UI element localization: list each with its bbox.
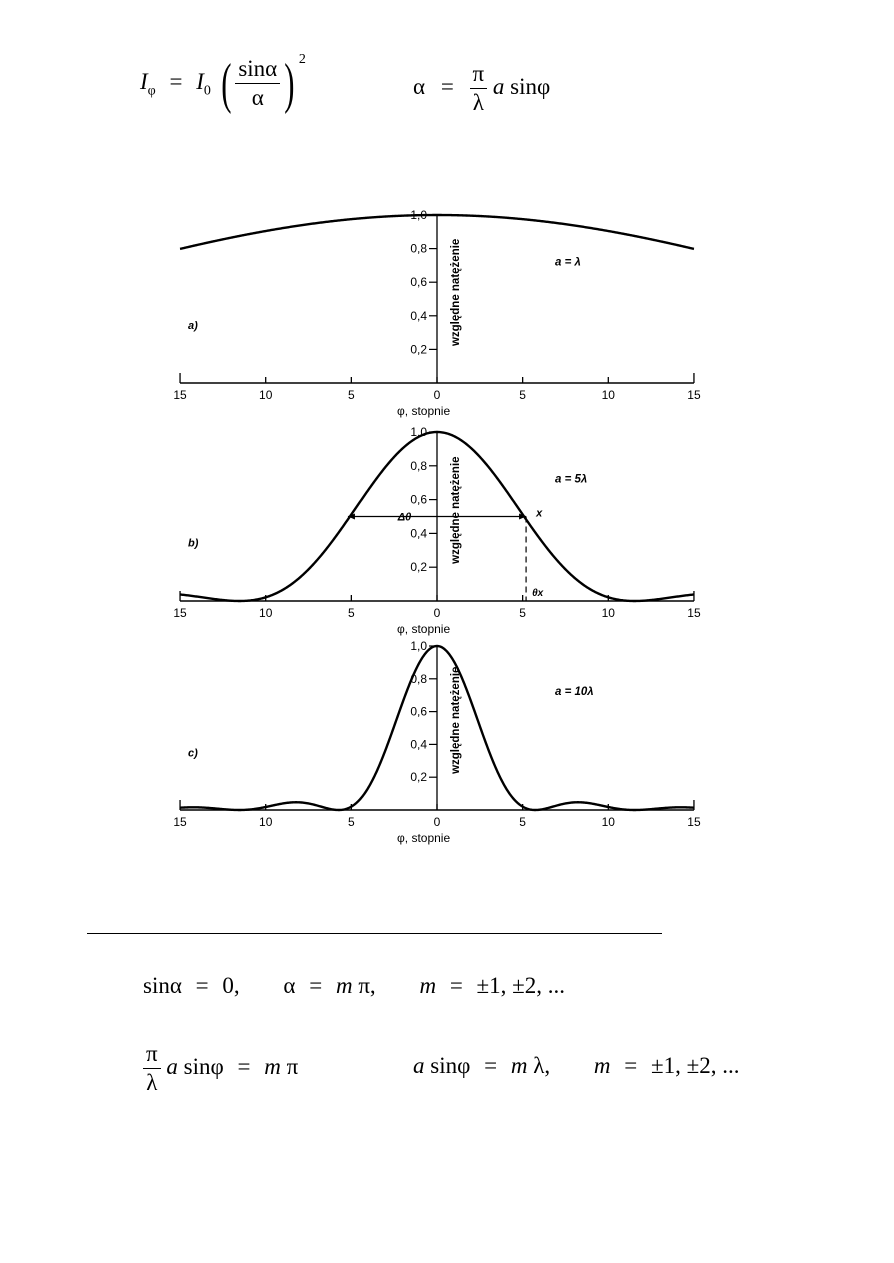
x-tick-label: 10 xyxy=(259,388,273,402)
intensity-symbol: I xyxy=(140,69,148,94)
slit-width-symbol: a xyxy=(166,1053,178,1079)
y-tick-label: 0,8 xyxy=(410,458,427,473)
minimum-condition-equation xyxy=(143,973,565,999)
parameter-annotation: a = λ xyxy=(555,256,581,269)
sine-phi: sinφ xyxy=(430,1053,471,1078)
order-symbol: m xyxy=(510,1053,528,1078)
order-values: ±1, ±2, ... xyxy=(476,973,566,998)
y-tick-label: 1,0 xyxy=(410,425,427,439)
intensity-subscript: φ xyxy=(147,83,156,99)
fraction-denominator: λ xyxy=(472,90,484,115)
x-tick-label: 15 xyxy=(687,388,701,402)
pi-symbol: π, xyxy=(358,973,376,998)
sin-alpha: sinα xyxy=(143,973,182,998)
panel-label: a) xyxy=(188,319,198,332)
y-tick-label: 0,4 xyxy=(410,526,427,541)
alpha-symbol: α xyxy=(283,973,296,998)
x-tick-label: 15 xyxy=(173,388,187,402)
y-tick-label: 0,6 xyxy=(410,492,427,507)
order-symbol: m xyxy=(264,1053,281,1079)
x-tick-label: 15 xyxy=(687,606,701,620)
y-axis-label: względne natężenie xyxy=(450,238,462,347)
fraction-numerator: π xyxy=(470,60,488,89)
y-tick-label: 0,4 xyxy=(410,737,427,752)
i0-subscript: 0 xyxy=(203,83,211,99)
x-tick-label: 5 xyxy=(519,388,526,402)
x-tick-label: 0 xyxy=(433,388,441,402)
x-tick-label: 0 xyxy=(433,606,441,620)
y-tick-label: 0,6 xyxy=(410,704,427,719)
x-tick-label: 5 xyxy=(348,815,355,829)
pi-over-lambda-fraction xyxy=(143,1040,161,1097)
left-paren: ( xyxy=(220,52,232,115)
y-tick-label: 0,2 xyxy=(410,560,427,575)
y-tick-label: 0,2 xyxy=(410,770,427,785)
x-tick-label: 5 xyxy=(348,388,355,402)
y-axis-label: względne natężenie xyxy=(450,666,462,774)
equals-sign: = xyxy=(169,69,183,94)
x-tick-label: 15 xyxy=(687,815,701,829)
fraction-numerator: π xyxy=(143,1040,161,1069)
order-symbol: m xyxy=(419,973,437,998)
equals-sign: = xyxy=(440,73,454,99)
x-axis-label: φ, stopnie xyxy=(397,404,451,418)
y-tick-label: 0,8 xyxy=(410,671,427,686)
point-x-label: x xyxy=(536,507,543,520)
y-tick-label: 1,0 xyxy=(410,639,427,653)
minimum-position-result xyxy=(413,1053,740,1079)
parameter-annotation: a = 5λ xyxy=(555,473,588,486)
order-values: ±1, ±2, ... xyxy=(651,1053,740,1078)
panel-label: b) xyxy=(188,537,199,550)
slit-width-symbol: a xyxy=(413,1053,425,1078)
x-axis-label: φ, stopnie xyxy=(397,622,451,636)
i0-symbol: I xyxy=(196,69,204,94)
lambda-symbol: λ, xyxy=(533,1053,551,1078)
order-symbol: m xyxy=(335,973,353,998)
x-tick-label: 0 xyxy=(433,815,441,829)
panel-label: c) xyxy=(188,747,198,760)
y-tick-label: 1,0 xyxy=(410,208,427,222)
power-exponent: 2 xyxy=(298,52,306,67)
right-paren: ) xyxy=(284,52,295,115)
y-tick-label: 0,4 xyxy=(410,308,427,323)
theta-x-label: θx xyxy=(532,588,544,599)
parameter-annotation: a = 10λ xyxy=(555,686,594,699)
x-tick-label: 10 xyxy=(259,815,273,829)
x-tick-label: 5 xyxy=(519,606,526,620)
y-tick-label: 0,2 xyxy=(410,342,427,357)
x-tick-label: 10 xyxy=(259,606,273,620)
equals-sign: = xyxy=(195,973,209,998)
y-tick-label: 0,8 xyxy=(410,241,427,256)
alpha-symbol: α xyxy=(413,73,426,99)
divider-line xyxy=(87,933,662,934)
fraction-numerator: sinα xyxy=(235,55,280,84)
equals-sign: = xyxy=(484,1053,498,1078)
x-tick-label: 5 xyxy=(519,815,526,829)
x-tick-label: 10 xyxy=(601,388,615,402)
equals-sign: = xyxy=(237,1053,251,1079)
x-tick-label: 5 xyxy=(348,606,355,620)
x-tick-label: 10 xyxy=(601,606,615,620)
y-tick-label: 0,6 xyxy=(410,275,427,290)
zero-value: 0, xyxy=(222,973,240,998)
sine-phi: sinφ xyxy=(510,73,551,99)
fraction-denominator: α xyxy=(251,85,264,111)
x-axis-label: φ, stopnie xyxy=(397,831,451,845)
equals-sign: = xyxy=(309,973,323,998)
sine-phi: sinφ xyxy=(183,1053,224,1079)
equals-sign: = xyxy=(624,1053,638,1078)
delta-theta-label: Δθ xyxy=(397,511,412,524)
minimum-position-equation xyxy=(143,1040,298,1097)
equals-sign: = xyxy=(449,973,463,998)
pi-symbol: π xyxy=(286,1053,299,1079)
order-symbol: m xyxy=(593,1053,611,1078)
x-tick-label: 10 xyxy=(601,815,615,829)
fraction-denominator: λ xyxy=(146,1070,158,1095)
y-axis-label: względne natężenie xyxy=(450,456,462,564)
x-tick-label: 15 xyxy=(173,606,187,620)
x-tick-label: 15 xyxy=(173,815,187,829)
slit-width-symbol: a xyxy=(492,73,505,99)
